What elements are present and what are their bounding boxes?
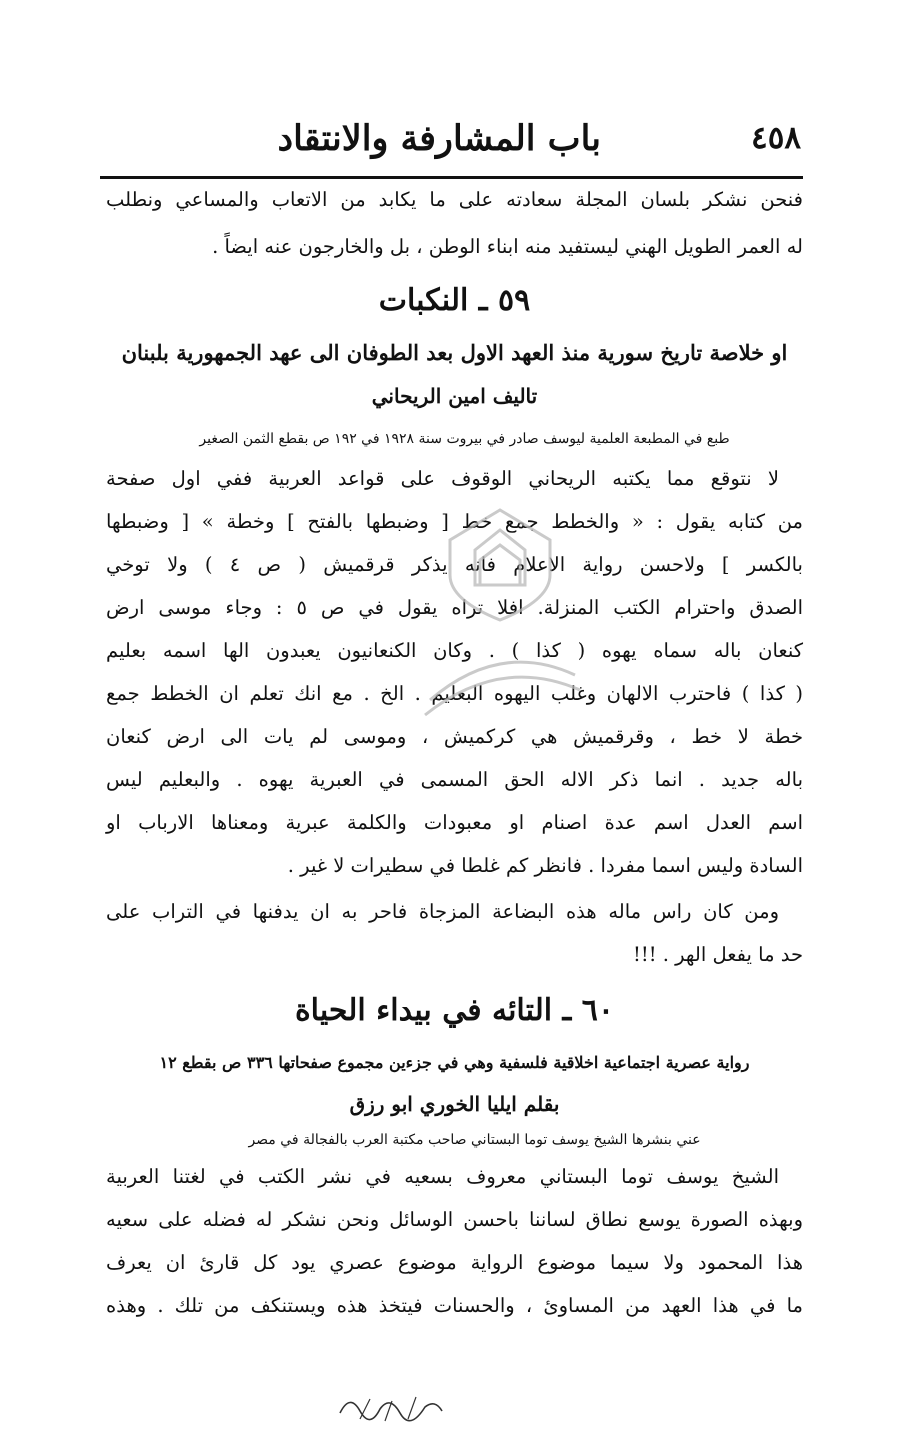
section-59-body-line: ومن كان راس ماله هذه البضاعة المزجاة فاحر به ان يدفنها في التراب على	[106, 900, 779, 923]
library-seal-watermark	[400, 500, 600, 750]
intro-line: فنحن نشكر بلسان المجلة سعادته على ما يكابد من الاتعاب والمساعي ونطلب	[106, 188, 803, 211]
section-60-subtitle: رواية عصرية اجتماعية اخلاقية فلسفية وهي في جزءين مجموع صفحاتها ٣٣٦ ص بقطع ١٢	[159, 1053, 750, 1072]
section-59-body-line: ( كذا ) فاحترب الالهان وغلب اليهوه البعليم . الخ . مع انك تعلم ان الخطط جمع	[106, 682, 803, 705]
intro-line: له العمر الطويل الهني ليستفيد منه ابناء الوطن ، بل والخارجون عنه ايضاً .	[212, 235, 803, 258]
section-60-body-line: الشيخ يوسف توما البستاني معروف بسعيه في نشر الكتب في لغتنا العربية	[106, 1165, 779, 1188]
running-title: باب المشارفة والانتقاد	[277, 118, 601, 159]
section-60-title: ٦٠ ـ التائه في بيداء الحياة	[294, 993, 615, 1028]
section-59-subtitle: او خلاصة تاريخ سورية منذ العهد الاول بعد الطوفان الى عهد الجمهورية بلبنان	[121, 340, 788, 365]
section-59-body-line: خطة لا خط ، وقرقميش هي كركميش ، وموسى لم يات الى ارض كنعان	[106, 725, 803, 748]
page-header	[100, 118, 801, 174]
handwritten-mark	[330, 1385, 450, 1425]
section-59-body-line: حد ما يفعل الهر . !!!	[633, 943, 803, 966]
section-59-body-line: كنعان باله سماه يهوه ( كذا ) . وكان الكنعانيون يعبدون الها اسمه بعليم	[106, 639, 803, 662]
section-60-author: بقلم ايليا الخوري ابو رزق	[349, 1092, 560, 1116]
section-59-body-line: من كتابه يقول : « والخطط جمع خط [ وضبطها بالفتح ] وخطة » [ وضبطها	[106, 510, 803, 533]
header-rule	[100, 176, 803, 179]
section-60-publication: عني بنشرها الشيخ يوسف توما البستاني صاحب مكتبة العرب بالفجالة في مصر	[248, 1132, 701, 1148]
section-60-body-line: هذا المحمود ولا سيما موضوع الرواية موضوع عصري يود كل قارئ ان يعرف	[106, 1251, 803, 1274]
section-59-body-line: السادة وليس اسما مفردا . فانظر كم غلطا في سطيرات لا غير .	[287, 854, 803, 877]
section-59-body-line: باله جديد . انما ذكر الاله الحق المسمى في العبرية يهوه . والبعليم ليس	[106, 768, 803, 791]
page-number: ٤٥٨	[751, 120, 801, 156]
section-59-title: ٥٩ ـ النكبات	[378, 283, 531, 318]
section-59-body-line: الصدق واحترام الكتب المنزلة. افلا تراه يقول في ص ٥ : وجاء موسى ارض	[106, 596, 803, 619]
section-59-body-line: لا نتوقع مما يكتبه الريحاني الوقوف على قواعد العربية ففي اول صفحة	[106, 467, 779, 490]
section-60-body-line: وبهذه الصورة يوسع نطاق لساننا باحسن الوسائل ونحن نشكر له فضله على سعيه	[106, 1208, 803, 1231]
section-59-body-line: اسم العدل اسم عدة اصنام او معبودات والكلمة عبرية ومعناها الارباب او	[106, 811, 803, 834]
section-59-body-line: بالكسر ] ولاحسن رواية الاعلام فانه يذكر قرقميش ( ص ٤ ) ولا توخي	[106, 553, 803, 576]
section-59-publication: طبع في المطبعة العلمية ليوسف صادر في بيروت سنة ١٩٢٨ في ١٩٢ ص بقطع الثمن الصغير	[199, 431, 730, 447]
section-59-author: تاليف امين الريحاني	[371, 384, 538, 408]
section-60-body-line: ما في هذا العهد من المساوئ ، والحسنات فيتخذ هذه ويستنكف من تلك . وهذه	[106, 1294, 803, 1317]
